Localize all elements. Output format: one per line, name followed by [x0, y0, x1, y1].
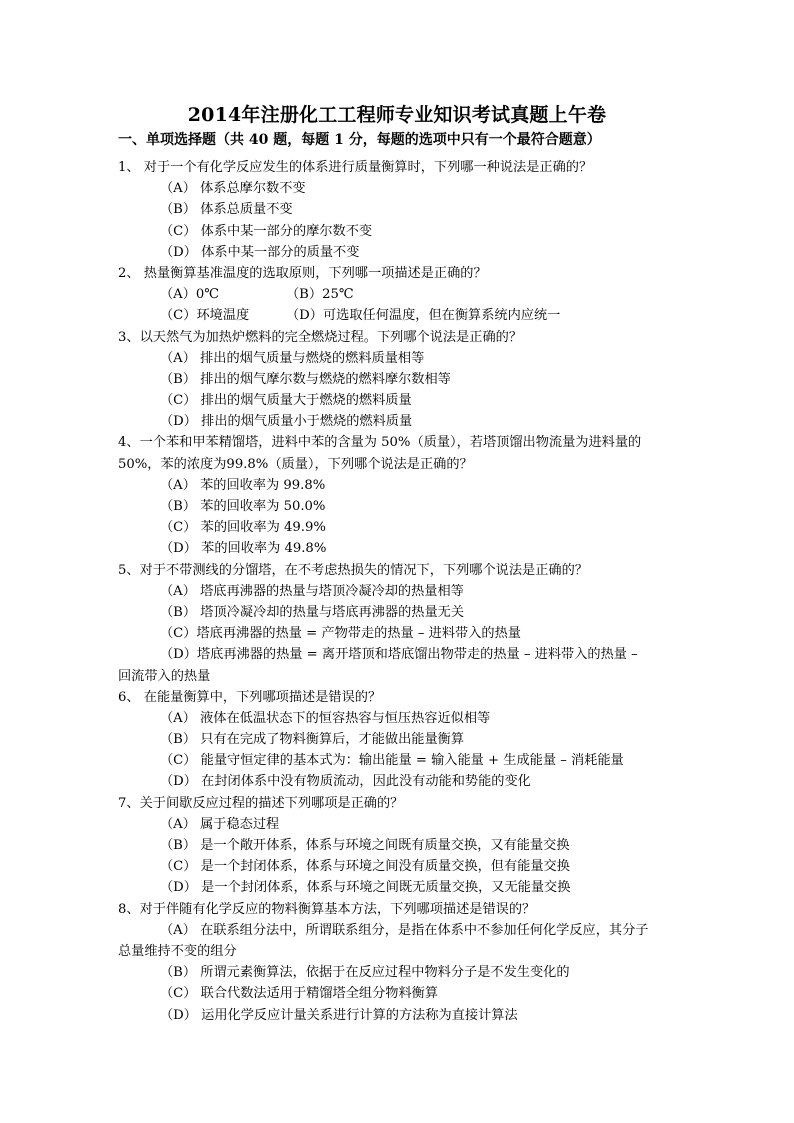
question-7-option-c: （C） 是一个封闭体系，体系与环境之间没有质量交换，但有能量交换	[160, 859, 570, 875]
question-5-option-d: （D）塔底再沸器的热量 = 离开塔顶和塔底馏出物带走的热量 – 进料带入的热量 –	[160, 647, 638, 663]
question-3-stem: 3、以天然气为加热炉燃料的完全燃烧过程。下列哪个说法是正确的？	[118, 329, 523, 345]
question-5-option-d-continued: 回流带入的热量	[118, 668, 211, 684]
question-4-option-c: （C） 苯的回收率为 49.9%	[160, 520, 326, 536]
question-8-option-a-continued: 总量维持不变的组分	[118, 943, 237, 959]
question-2-option-d: （D）可选取任何温度，但在衡算系统内应统一	[286, 308, 561, 324]
question-3-option-c: （C） 排出的烟气质量大于燃烧的燃料质量	[160, 393, 412, 409]
question-1-option-d: （D） 体系中某一部分的质量不变	[160, 244, 360, 260]
question-4-option-a: （A） 苯的回收率为 99.8%	[160, 477, 326, 493]
question-2-options-row-2	[118, 305, 690, 326]
document-title: 2014年注册化工工程师专业知识考试真题上午卷	[187, 104, 607, 126]
question-1-option-a: （A） 体系总摩尔数不变	[160, 181, 306, 197]
question-4-stem: 4、一个苯和甲苯精馏塔，进料中苯的含量为 50%（质量），若塔顶馏出物流量为进料量的	[118, 435, 642, 451]
question-7-option-d: （D） 是一个封闭体系，体系与环境之间既无质量交换，又无能量交换	[160, 880, 571, 896]
question-5-option-c: （C）塔底再沸器的热量 = 产物带走的热量 – 进料带入的热量	[160, 626, 521, 642]
question-4-option-d: （D） 苯的回收率为 49.8%	[160, 541, 327, 557]
question-2-option-a: （A）0℃	[160, 287, 220, 303]
question-6-option-a: （A） 液体在低温状态下的恒容热容与恒压热容近似相等	[160, 710, 491, 726]
question-5-option-b: （B） 塔顶冷凝冷却的热量与塔底再沸器的热量无关	[160, 604, 465, 620]
question-1-option-c: （C） 体系中某一部分的摩尔数不变	[160, 223, 373, 239]
question-4-stem-continued: 50%，苯的浓度为99.8%（质量），下列哪个说法是正确的？	[118, 456, 473, 472]
question-8-option-c: （C） 联合代数法适用于精馏塔全组分物料衡算	[160, 986, 439, 1002]
question-2-option-c: （C）环境温度	[160, 308, 250, 324]
question-list	[118, 157, 690, 1026]
question-8-option-b: （B） 所谓元素衡算法，依据于在反应过程中物料分子是不发生变化的	[160, 965, 570, 981]
question-6-option-c: （C） 能量守恒定律的基本式为：输出能量 = 输入能量 + 生成能量 – 消耗能量	[160, 753, 624, 769]
question-5-option-a: （A） 塔底再沸器的热量与塔顶冷凝冷却的热量相等	[160, 583, 464, 599]
question-5-stem: 5、对于不带测线的分馏塔，在不考虑热损失的情况下，下列哪个说法是正确的？	[118, 562, 588, 578]
question-4-option-b: （B） 苯的回收率为 50.0%	[160, 499, 326, 514]
question-8-option-d: （D） 运用化学反应计量关系进行计算的方法称为直接计算法	[160, 1007, 518, 1023]
question-7-option-b: （B） 是一个敞开体系，体系与环境之间既有质量交换，又有能量交换	[160, 838, 570, 853]
question-1-option-b: （B） 体系总质量不变	[160, 202, 293, 218]
question-2-options-row-1	[118, 284, 690, 305]
question-6-option-b: （B） 只有在完成了物料衡算后，才能做出能量衡算	[160, 732, 465, 748]
question-8-stem: 8、对于伴随有化学反应的物料衡算基本方法，下列哪项描述是错误的？	[118, 901, 536, 917]
question-3-option-b: （B） 排出的烟气摩尔数与燃烧的燃料摩尔数相等	[160, 371, 451, 387]
question-7-option-a: （A） 属于稳态过程	[160, 816, 280, 832]
question-2-option-b: （B）25℃	[286, 287, 354, 303]
question-2-stem: 2、 热量衡算基准温度的选取原则，下列哪一项描述是正确的？	[118, 265, 487, 281]
question-6-option-d: （D） 在封闭体系中没有物质流动，因此没有动能和势能的变化	[160, 774, 531, 790]
question-7-stem: 7、关于间歇反应过程的描述下列哪项是正确的？	[118, 795, 404, 811]
question-6-stem: 6、 在能量衡算中，下列哪项描述是错误的？	[118, 689, 382, 705]
question-3-option-a: （A） 排出的烟气质量与燃烧的燃料质量相等	[160, 350, 425, 366]
question-8-option-a: （A） 在联系组分法中，所谓联系组分，是指在体系中不参加任何化学反应，其分子	[160, 922, 649, 938]
question-3-option-d: （D） 排出的烟气质量小于燃烧的燃料质量	[160, 414, 413, 430]
section-heading: 一、单项选择题（共 40 题，每题 1 分，每题的选项中只有一个最符合题意）	[118, 132, 601, 148]
question-1-stem: 1、 对于一个有化学反应发生的体系进行质量衡算时，下列哪一种说法是正确的？	[118, 160, 593, 175]
